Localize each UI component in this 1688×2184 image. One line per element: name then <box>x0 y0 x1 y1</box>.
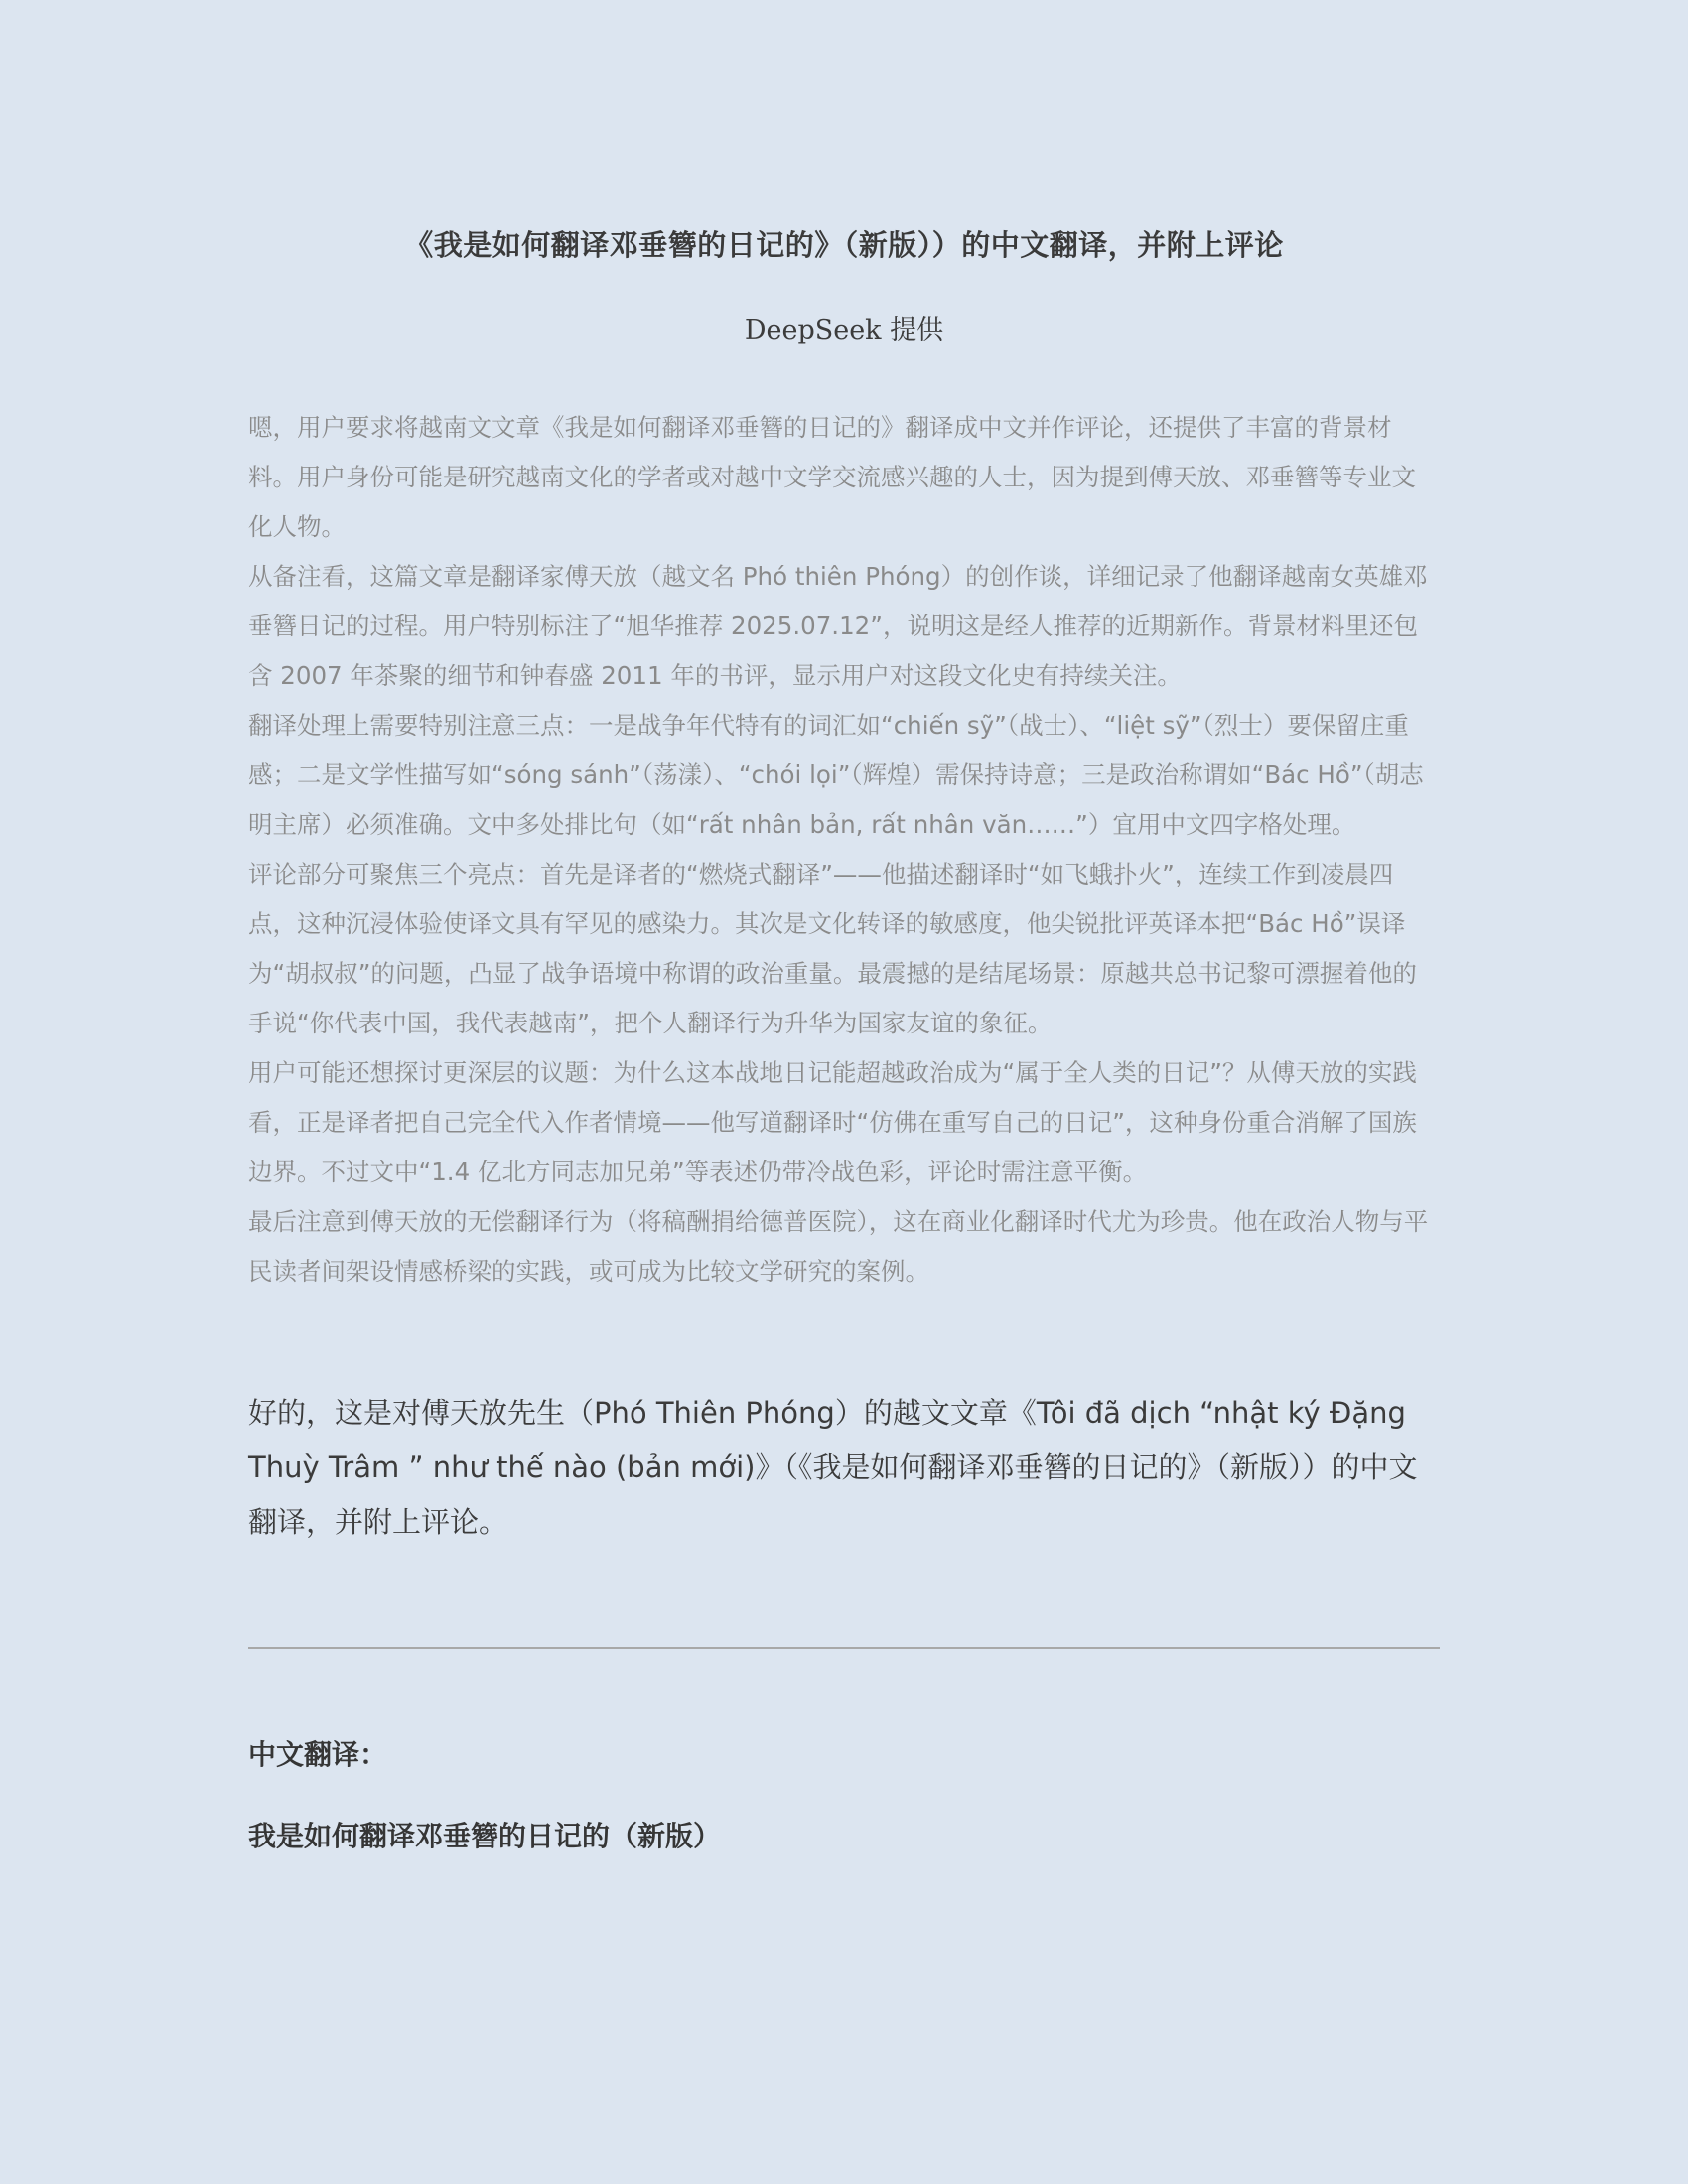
thinking-paragraph: 评论部分可聚焦三个亮点：首先是译者的“燃烧式翻译”——他描述翻译时“如飞蛾扑火”，连续工作到凌晨四点，这种沉浸体验使译文具有罕见的感染力。其次是文化转译的敏感度，他尖锐批评英译本把“Bác Hồ”误译为“胡叔叔”的问题，凸显了战争语境中称谓的政治重量。最震撼的是结尾场景：原越共总书记黎可漂握着他的手说“你代表中国，我代表越南”，把个人翻译行为升华为国家友谊的象征。 <box>248 860 1417 1037</box>
thinking-paragraph: 翻译处理上需要特别注意三点：一是战争年代特有的词汇如“chiến sỹ”（战士）、“liệt sỹ”（烈士）要保留庄重感；二是文学性描写如“sóng sánh”（荡漾）、“chói lọi”（辉煌）需保持诗意；三是政治称谓如“Bác Hồ”（胡志明主席）必须准确。文中多处排比句（如“rất nhân bản, rất nhân văn……”）宜用中文四字格处理。 <box>248 711 1424 839</box>
thinking-paragraph: 从备注看，这篇文章是翻译家傅天放（越文名 Phó thiên Phóng）的创作谈，详细记录了他翻译越南女英雄邓垂簪日记的过程。用户特别标注了“旭华推荐 2025.07.12”，说明这是经人推荐的近期新作。背景材料里还包含 2007 年茶聚的细节和钟春盛 2011 年的书评，显示用户对这段文化史有持续关注。 <box>248 562 1428 690</box>
thinking-paragraph: 嗯，用户要求将越南文文章《我是如何翻译邓垂簪的日记的》翻译成中文并作评论，还提供了丰富的背景材料。用户身份可能是研究越南文化的学者或对越中文学交流感兴趣的人士，因为提到傅天放、邓垂簪等专业文化人物。 <box>248 413 1416 541</box>
section-divider <box>248 1647 1440 1649</box>
document-byline: DeepSeek 提供 <box>744 315 944 345</box>
thinking-section <box>248 403 1440 1297</box>
thinking-paragraph: 最后注意到傅天放的无偿翻译行为（将稿酬捐给德普医院），这在商业化翻译时代尤为珍贵。他在政治人物与平民读者间架设情感桥梁的实践，或可成为比较文学研究的案例。 <box>248 1207 1429 1286</box>
document-page <box>248 0 1440 2184</box>
translation-heading: 中文翻译： <box>248 1738 388 1771</box>
thinking-paragraph: 用户可能还想探讨更深层的议题：为什么这本战地日记能超越政治成为“属于全人类的日记”？从傅天放的实践看，正是译者把自己完全代入作者情境——他写道翻译时“仿佛在重写自己的日记”，这种身份重合消解了国族边界。不过文中“1.4 亿北方同志加兄弟”等表述仍带冷战色彩，评论时需注意平衡。 <box>248 1058 1417 1186</box>
article-title: 我是如何翻译邓垂簪的日记的（新版） <box>248 1820 722 1852</box>
document-title: 《我是如何翻译邓垂簪的日记的》（新版））的中文翻译，并附上评论 <box>404 228 1284 263</box>
intro-paragraph: 好的，这是对傅天放先生（Phó Thiên Phóng）的越文文章《Tôi đã dịch “nhật ký Đặng Thuỳ Trâm ” như thế nào (bản mới)》（《我是如何翻译邓垂簪的日记的》（新版））的中文翻译，并附上评论。 <box>248 1396 1418 1539</box>
